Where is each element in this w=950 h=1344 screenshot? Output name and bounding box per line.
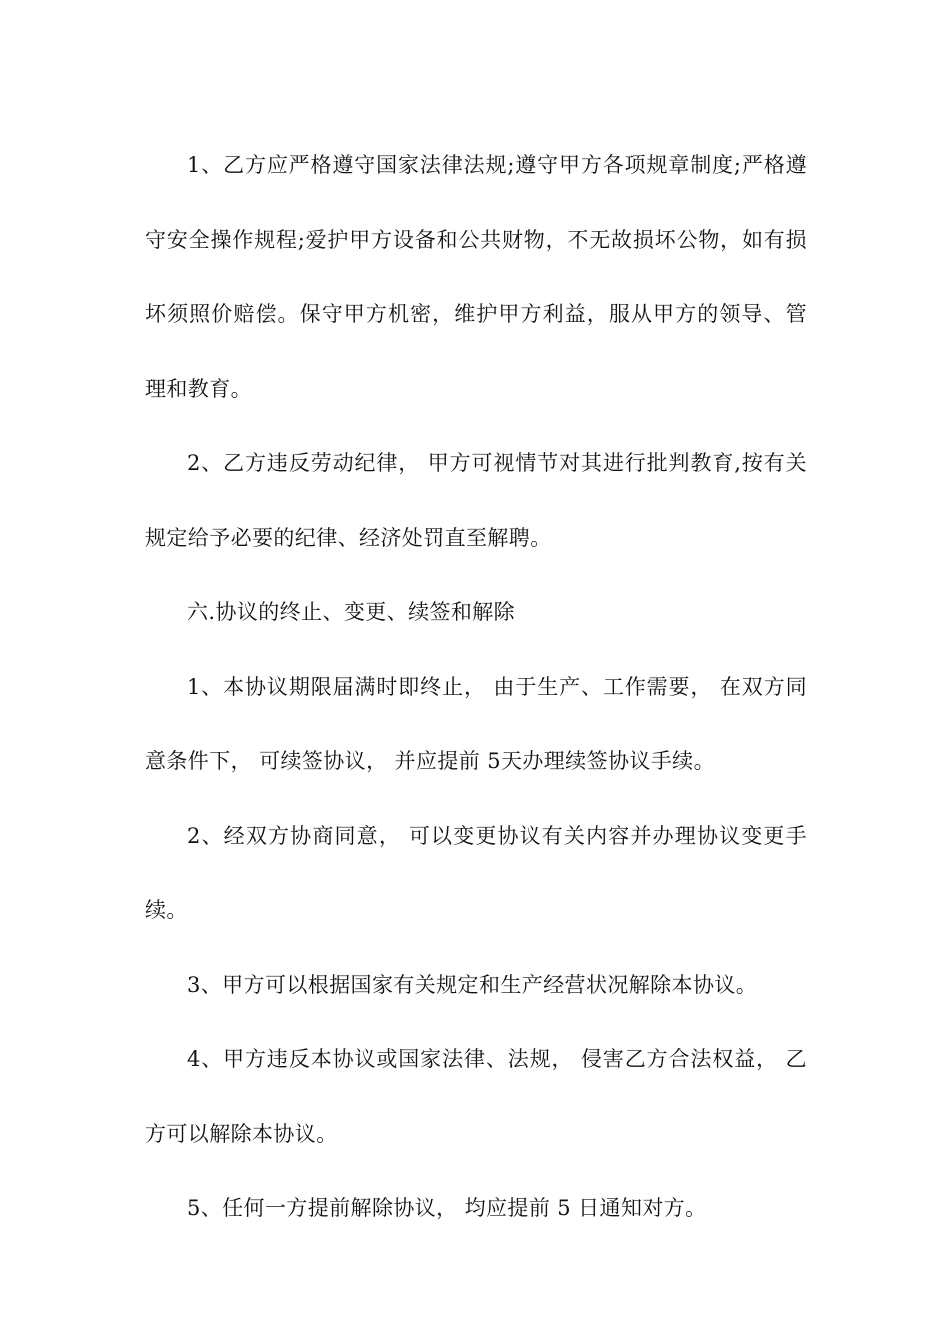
paragraph-party-b-termination: 4、甲方违反本协议或国家法律、法规， 侵害乙方合法权益， 乙方可以解除本协议。 — [145, 1047, 807, 1146]
paragraph-modification: 2、经双方协商同意， 可以变更协议有关内容并办理协议变更手续。 — [145, 823, 807, 922]
paragraph-expiry-renewal: 1、本协议期限届满时即终止， 由于生产、工作需要， 在双方同意条件下， 可续签协议， 并应提前 5天办理续签协议手续。 — [145, 674, 807, 773]
section-heading-termination: 六.协议的终止、变更、续签和解除 — [187, 600, 516, 624]
paragraph-obligations: 1、乙方应严格遵守国家法律法规;遵守甲方各项规章制度;严格遵守安全操作规程;爱护甲方设备和公共财物，不无故损坏公物，如有损坏须照价赔偿。保守甲方机密，维护甲方利益，服从甲方的领导、管理和教育。 — [145, 153, 807, 401]
paragraph-discipline: 2、乙方违反劳动纪律， 甲方可视情节对其进行批判教育,按有关规定给予必要的纪律、经济处罚直至解聘。 — [145, 451, 807, 550]
document-body — [145, 128, 807, 1246]
paragraph-notice: 5、任何一方提前解除协议， 均应提前 5 日通知对方。 — [187, 1196, 707, 1220]
paragraph-party-a-termination: 3、甲方可以根据国家有关规定和生产经营状况解除本协议。 — [187, 972, 758, 997]
